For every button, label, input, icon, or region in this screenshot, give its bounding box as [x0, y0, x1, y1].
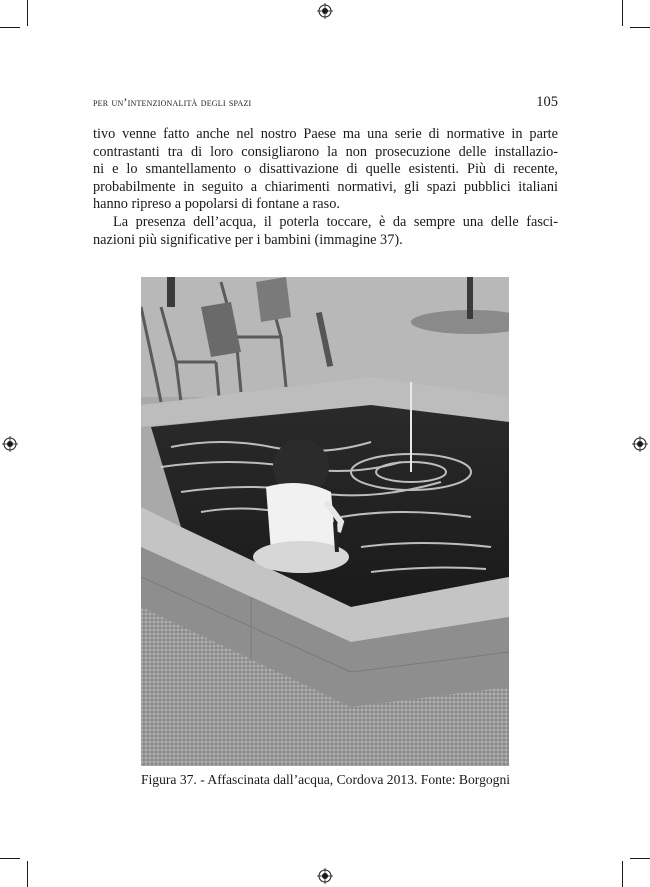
page-number: 105: [536, 94, 558, 110]
body-text: [93, 126, 558, 249]
text-line: La presenza dell’acqua, il poterla toccare, è da sempre una delle fasci-: [113, 213, 558, 230]
registration-mark-right-icon: [632, 436, 648, 452]
text-line: hanno ripreso a popolarsi di fontane a raso.: [93, 196, 340, 213]
paragraph-2: [93, 214, 558, 249]
crop-mark-top-left-horizontal: [0, 27, 20, 28]
crop-mark-bottom-right-vertical: [622, 861, 623, 887]
text-line: tivo venne fatto anche nel nostro Paese ma una serie di normative in parte: [93, 126, 558, 142]
registration-mark-top-icon: [317, 3, 333, 19]
text-line: ni e lo smantellamento o disattivazione di quelle esistenti. Più di recente,: [93, 161, 558, 178]
crop-mark-top-left-vertical: [27, 0, 28, 26]
crop-mark-bottom-right-horizontal: [630, 858, 650, 859]
text-line: probabilmente in seguito a chiarimenti normativi, gli spazi pubblici italiani: [93, 178, 558, 195]
running-title: per un’intenzionalità degli spazi: [93, 95, 252, 109]
registration-mark-bottom-icon: [317, 868, 333, 884]
registration-mark-left-icon: [2, 436, 18, 452]
crop-mark-top-right-vertical: [622, 0, 623, 26]
text-line: contrastanti tra di loro consigliarono la non prosecuzione delle installazio-: [93, 143, 558, 160]
figure-photo: [141, 277, 509, 766]
paragraph-1: [93, 126, 558, 214]
crop-mark-bottom-left-vertical: [27, 861, 28, 887]
crop-mark-bottom-left-horizontal: [0, 858, 20, 859]
text-line: nazioni più significative per i bambini (immagine 37).: [93, 231, 403, 248]
running-head: [93, 94, 558, 111]
crop-mark-top-right-horizontal: [630, 27, 650, 28]
fountain-photo-illustration: [141, 277, 509, 766]
figure-caption: Figura 37. - Affascinata dall’acqua, Cordova 2013. Fonte: Borgogni: [140, 772, 511, 787]
